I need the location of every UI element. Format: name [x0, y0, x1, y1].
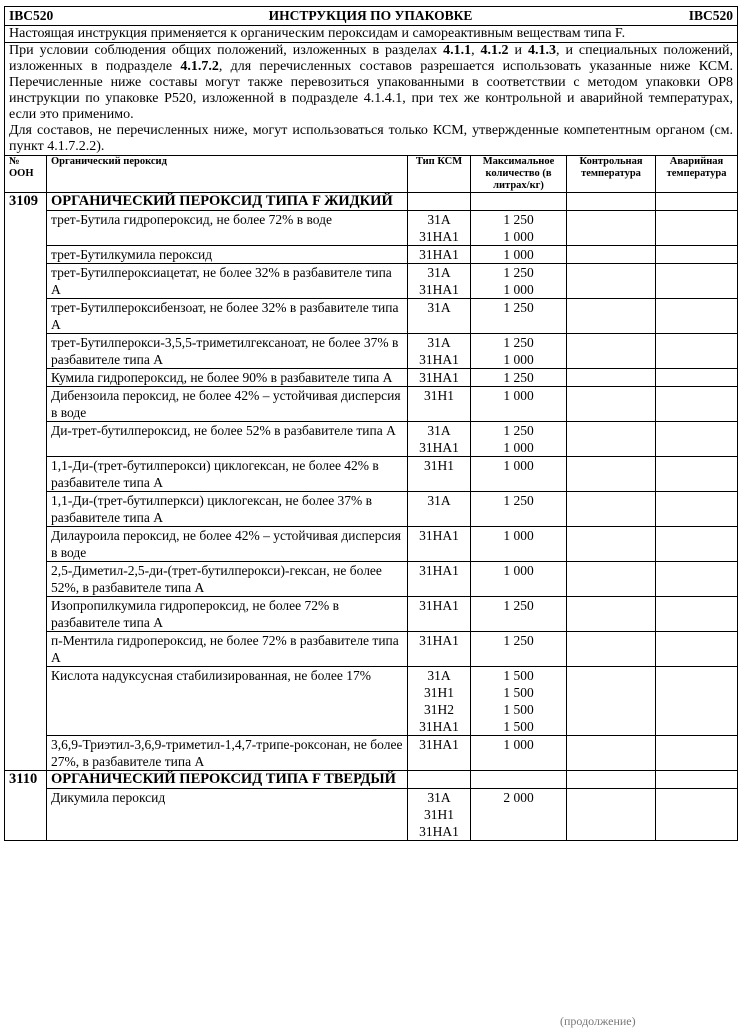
- max-quantity: 1 250 1 000: [471, 264, 567, 299]
- un-number: 3110: [5, 771, 47, 841]
- ibc-type: 31A 31HA1: [408, 264, 471, 299]
- col-ibc-type: Тип КСМ: [408, 156, 471, 193]
- emergency-temperature: [656, 667, 738, 736]
- table-row: [5, 334, 738, 369]
- ibc-type: 31A: [408, 299, 471, 334]
- peroxide-name: Ди-трет-бутилпероксид, не более 52% в разбавителе типа A: [47, 422, 408, 457]
- header-code-right: IBC520: [688, 8, 734, 23]
- peroxide-name: Дикумила пероксид: [47, 789, 408, 841]
- control-temperature: [567, 334, 656, 369]
- table-row: [5, 264, 738, 299]
- header-code-left: IBC520: [9, 8, 54, 23]
- intro-row-1: [5, 26, 738, 43]
- table-row: [5, 789, 738, 841]
- control-temperature: [567, 457, 656, 492]
- control-temperature: [567, 369, 656, 387]
- max-quantity: 1 000: [471, 562, 567, 597]
- table-row: [5, 211, 738, 246]
- ibc-type: 31A 31H1 31HA1: [408, 789, 471, 841]
- col-emergency-temperature: Аварийная температура: [656, 156, 738, 193]
- control-temperature: [567, 299, 656, 334]
- table-row: [5, 369, 738, 387]
- max-quantity: 1 250: [471, 632, 567, 667]
- table-row: [5, 457, 738, 492]
- table-row: [5, 597, 738, 632]
- ibc-type: 31HA1: [408, 246, 471, 264]
- peroxide-name: 1,1-Ди-(трет-бутилперкси) циклогексан, не более 37% в разбавителе типа A: [47, 492, 408, 527]
- peroxide-name: п-Ментила гидропероксид, не более 72% в разбавителе типа A: [47, 632, 408, 667]
- col-organic-peroxide: Органический пероксид: [47, 156, 408, 193]
- max-quantity: 1 250: [471, 299, 567, 334]
- table-row: [5, 527, 738, 562]
- empty-cell: [471, 771, 567, 789]
- emergency-temperature: [656, 246, 738, 264]
- intro-paragraph-1: Настоящая инструкция применяется к органическим пероксидам и самореактивным веществам типа F.: [5, 26, 738, 43]
- col-control-temperature: Контрольная температура: [567, 156, 656, 193]
- control-temperature: [567, 211, 656, 246]
- empty-cell: [656, 193, 738, 211]
- max-quantity: 1 250 1 000: [471, 334, 567, 369]
- max-quantity: 1 000: [471, 457, 567, 492]
- peroxide-name: трет-Бутилперокси-3,5,5-триметилгексаноат, не более 37% в разбавителе типа A: [47, 334, 408, 369]
- max-quantity: 1 250 1 000: [471, 422, 567, 457]
- max-quantity: 1 500 1 500 1 500 1 500: [471, 667, 567, 736]
- peroxide-name: трет-Бутилкумила пероксид: [47, 246, 408, 264]
- column-header-row: [5, 156, 738, 193]
- peroxide-name: 3,6,9-Триэтил-3,6,9-триметил-1,4,7-трипе-роксонан, не более 27%, в разбавителе типа A: [47, 736, 408, 771]
- control-temperature: [567, 667, 656, 736]
- group-header-row: [5, 193, 738, 211]
- group-title: ОРГАНИЧЕСКИЙ ПЕРОКСИД ТИПА F ЖИДКИЙ: [47, 193, 408, 211]
- peroxide-name: Изопропилкумила гидропероксид, не более 72% в разбавителе типа A: [47, 597, 408, 632]
- max-quantity: 1 000: [471, 387, 567, 422]
- max-quantity: 1 000: [471, 736, 567, 771]
- peroxide-name: трет-Бутилпероксиацетат, не более 32% в разбавителе типа A: [47, 264, 408, 299]
- document-page: [4, 6, 737, 841]
- col-un-number: № ООН: [5, 156, 47, 193]
- peroxide-name: Кумила гидропероксид, не более 90% в разбавителе типа A: [47, 369, 408, 387]
- group-header-row: [5, 771, 738, 789]
- table-row: [5, 246, 738, 264]
- control-temperature: [567, 632, 656, 667]
- peroxide-name: Кислота надуксусная стабилизированная, не более 17%: [47, 667, 408, 736]
- empty-cell: [656, 771, 738, 789]
- peroxide-name: трет-Бутила гидропероксид, не более 72% в воде: [47, 211, 408, 246]
- ibc-type: 31H1: [408, 457, 471, 492]
- ibc-type: 31HA1: [408, 597, 471, 632]
- emergency-temperature: [656, 422, 738, 457]
- empty-cell: [567, 193, 656, 211]
- max-quantity: 1 000: [471, 246, 567, 264]
- ibc-type: 31H1: [408, 387, 471, 422]
- max-quantity: 1 250: [471, 492, 567, 527]
- peroxide-name: Дибензоила пероксид, не более 42% – устойчивая дисперсия в воде: [47, 387, 408, 422]
- control-temperature: [567, 422, 656, 457]
- control-temperature: [567, 597, 656, 632]
- emergency-temperature: [656, 527, 738, 562]
- max-quantity: 1 250 1 000: [471, 211, 567, 246]
- emergency-temperature: [656, 789, 738, 841]
- ibc-type: 31HA1: [408, 527, 471, 562]
- emergency-temperature: [656, 632, 738, 667]
- empty-cell: [408, 771, 471, 789]
- table-row: [5, 492, 738, 527]
- control-temperature: [567, 562, 656, 597]
- ibc-type: 31HA1: [408, 736, 471, 771]
- table-row: [5, 736, 738, 771]
- ibc-type: 31HA1: [408, 562, 471, 597]
- emergency-temperature: [656, 264, 738, 299]
- ibc-type: 31A: [408, 492, 471, 527]
- table-row: [5, 299, 738, 334]
- ibc-type: 31A 31H1 31H2 31HA1: [408, 667, 471, 736]
- ibc-type: 31A 31HA1: [408, 211, 471, 246]
- header-title: ИНСТРУКЦИЯ ПО УПАКОВКЕ: [268, 8, 473, 23]
- control-temperature: [567, 527, 656, 562]
- groups-body: [5, 193, 738, 841]
- control-temperature: [567, 492, 656, 527]
- table-row: [5, 562, 738, 597]
- ibc-type: 31A 31HA1: [408, 334, 471, 369]
- table-row: [5, 667, 738, 736]
- continuation-note: (продолжение): [560, 1014, 636, 1028]
- control-temperature: [567, 264, 656, 299]
- packing-instruction-table: [4, 6, 738, 841]
- max-quantity: 1 250: [471, 597, 567, 632]
- emergency-temperature: [656, 334, 738, 369]
- emergency-temperature: [656, 597, 738, 632]
- emergency-temperature: [656, 211, 738, 246]
- peroxide-name: трет-Бутилпероксибензоат, не более 32% в разбавителе типа A: [47, 299, 408, 334]
- intro-paragraph-3: Для составов, не перечисленных ниже, могут использоваться только КСМ, утвержденные компетентным органом (см. пункт 4.1.7.2.2).: [9, 123, 734, 154]
- max-quantity: 1 000: [471, 527, 567, 562]
- col-max-quantity: Максимальное количество (в литрах/кг): [471, 156, 567, 193]
- ibc-type: 31HA1: [408, 369, 471, 387]
- empty-cell: [408, 193, 471, 211]
- ibc-type: 31A 31HA1: [408, 422, 471, 457]
- emergency-temperature: [656, 736, 738, 771]
- un-number: 3109: [5, 193, 47, 771]
- max-quantity: 1 250: [471, 369, 567, 387]
- control-temperature: [567, 789, 656, 841]
- peroxide-name: 1,1-Ди-(трет-бутилперокси) циклогексан, не более 42% в разбавителе типа A: [47, 457, 408, 492]
- table-row: [5, 422, 738, 457]
- emergency-temperature: [656, 457, 738, 492]
- intro-paragraph-2: При условии соблюдения общих положений, изложенных в разделах 4.1.1, 4.1.2 и 4.1.3, и специальных положений, изложенных в подразделе 4.1.7.2, для перечисленных составов разрешается использовать указанные ниже КСМ. Перечисленные ниже составы могут также перевозиться упакованными в соответствии с методом упаковки OP8 инструкции по упаковке P520, изложенной в подразделе 4.1.4.1, при тех же контрольной и аварийной температурах, если это применимо. Для составов, не перечисленных ниже, могут использоваться только КСМ, утвержденные компетентным органом (см. пункт 4.1.7.2.2).: [5, 43, 738, 156]
- control-temperature: [567, 736, 656, 771]
- intro-row-2: [5, 43, 738, 156]
- ibc-type: 31HA1: [408, 632, 471, 667]
- emergency-temperature: [656, 299, 738, 334]
- emergency-temperature: [656, 562, 738, 597]
- max-quantity: 2 000: [471, 789, 567, 841]
- peroxide-name: Дилауроила пероксид, не более 42% – устойчивая дисперсия в воде: [47, 527, 408, 562]
- control-temperature: [567, 246, 656, 264]
- empty-cell: [567, 771, 656, 789]
- table-row: [5, 387, 738, 422]
- emergency-temperature: [656, 492, 738, 527]
- emergency-temperature: [656, 387, 738, 422]
- table-row: [5, 632, 738, 667]
- emergency-temperature: [656, 369, 738, 387]
- peroxide-name: 2,5-Диметил-2,5-ди-(трет-бутилперокси)-гексан, не более 52%, в разбавителе типа A: [47, 562, 408, 597]
- page-header: [5, 7, 738, 26]
- control-temperature: [567, 387, 656, 422]
- group-title: ОРГАНИЧЕСКИЙ ПЕРОКСИД ТИПА F ТВЕРДЫЙ: [47, 771, 408, 789]
- empty-cell: [471, 193, 567, 211]
